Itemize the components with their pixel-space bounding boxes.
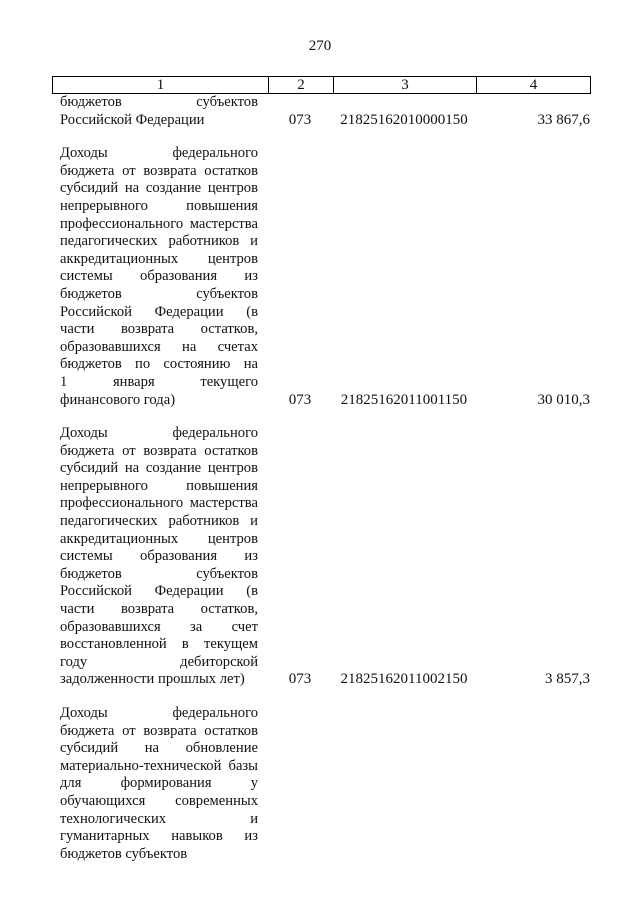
- description-line: гуманитарных навыков из: [60, 828, 258, 845]
- description-line: бюджетов субъектов: [60, 565, 258, 582]
- description-line: части возврата остатков,: [60, 601, 258, 618]
- description-line: бюджета от возврата остатков: [60, 162, 258, 179]
- description-line: технологических и: [60, 810, 258, 827]
- description-line: обучающихся современных: [60, 792, 258, 809]
- description-line: 1 января текущего: [60, 373, 258, 390]
- description-line: материально-технической базы: [60, 757, 258, 774]
- description-line: субсидий на обновление: [60, 740, 258, 757]
- admin-code: 073: [288, 391, 312, 408]
- description-line: аккредитационных центров: [60, 250, 258, 267]
- description-line: Доходы федерального: [60, 425, 258, 442]
- description-line: субсидий на создание центров: [60, 180, 258, 197]
- description-line: Российской Федерации: [60, 111, 205, 128]
- table-row: [0, 425, 640, 689]
- column-header-4: 4: [477, 77, 591, 94]
- description-line: Российской Федерации (в: [60, 583, 258, 600]
- description-line: бюджетов субъектов: [60, 285, 258, 302]
- description-line: бюджетов по состоянию на: [60, 356, 258, 373]
- budget-classification-code: 21825162010000150: [340, 111, 468, 128]
- table-row: [0, 94, 640, 129]
- description-line: образовавшихся за счет: [60, 618, 258, 635]
- admin-code: 073: [288, 671, 312, 688]
- description-line: непрерывного повышения: [60, 197, 258, 214]
- description-line: части возврата остатков,: [60, 321, 258, 338]
- table-header: [52, 76, 591, 94]
- column-header-1: 1: [53, 77, 269, 94]
- table-body: [0, 94, 640, 879]
- description-line: профессионального мастерства: [60, 495, 258, 512]
- income-description: [60, 145, 258, 409]
- description-line: образовавшихся на счетах: [60, 338, 258, 355]
- income-description: [60, 94, 258, 129]
- column-header-3: 3: [334, 77, 477, 94]
- description-line: бюджета от возврата остатков: [60, 442, 258, 459]
- income-description: [60, 705, 258, 863]
- description-line: бюджетов субъектов: [60, 845, 188, 862]
- description-line: бюджетов субъектов: [60, 94, 258, 110]
- description-line: субсидий на создание центров: [60, 460, 258, 477]
- description-line: системы образования из: [60, 548, 258, 565]
- amount: 33 867,6: [537, 111, 590, 128]
- admin-code: 073: [288, 111, 312, 128]
- description-line: восстановленной в текущем: [60, 636, 258, 653]
- amount: 3 857,3: [545, 671, 590, 688]
- table-row: [0, 145, 640, 409]
- description-line: бюджета от возврата остатков: [60, 722, 258, 739]
- description-line: аккредитационных центров: [60, 530, 258, 547]
- description-line: педагогических работников и: [60, 513, 258, 530]
- description-line: задолженности прошлых лет): [60, 671, 245, 688]
- budget-classification-code: 21825162011002150: [340, 671, 468, 688]
- description-line: Доходы федерального: [60, 145, 258, 162]
- amount: 30 010,3: [537, 391, 590, 408]
- description-line: Доходы федерального: [60, 705, 258, 721]
- description-line: профессионального мастерства: [60, 215, 258, 232]
- description-line: финансового года): [60, 391, 176, 408]
- description-line: педагогических работников и: [60, 233, 258, 250]
- column-header-2: 2: [269, 77, 334, 94]
- description-line: году дебиторской: [60, 653, 258, 670]
- description-line: системы образования из: [60, 268, 258, 285]
- page-number: 270: [308, 38, 332, 54]
- table-row: [0, 705, 640, 863]
- budget-classification-code: 21825162011001150: [340, 391, 468, 408]
- income-description: [60, 425, 258, 689]
- description-line: для формирования у: [60, 775, 258, 792]
- description-line: Российской Федерации (в: [60, 303, 258, 320]
- description-line: непрерывного повышения: [60, 477, 258, 494]
